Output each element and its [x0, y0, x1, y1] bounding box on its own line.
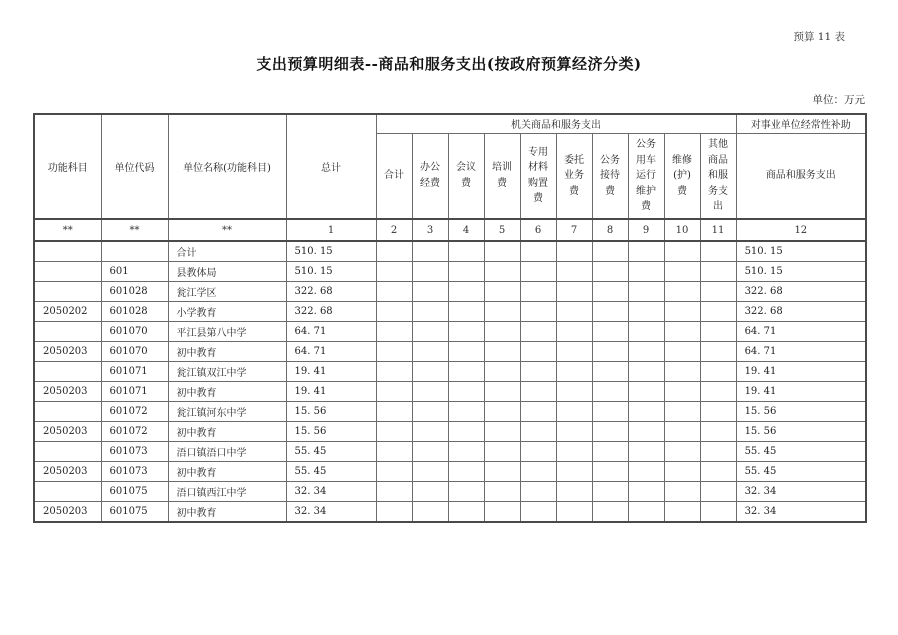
cell-col-2: 601075: [101, 502, 168, 523]
page-title: 支出预算明细表--商品和服务支出(按政府预算经济分类): [256, 55, 642, 73]
cell-col-6: [412, 462, 448, 482]
cell-col-1: 2050203: [34, 382, 101, 402]
cell-col-4: 322. 68: [286, 282, 376, 302]
cell-col-12: [628, 302, 664, 322]
cell-col-1: [34, 442, 101, 462]
cell-col-9: [520, 482, 556, 502]
cell-col-5: [376, 362, 412, 382]
cell-col-12: [628, 442, 664, 462]
cell-col-7: [448, 382, 484, 402]
cell-col-8: [484, 482, 520, 502]
table-row: [34, 302, 866, 322]
table-row: [34, 502, 866, 523]
cell-col-10: [556, 382, 592, 402]
column-index-cell-4: 1: [286, 219, 376, 241]
table-row: [34, 241, 866, 262]
cell-col-8: [484, 462, 520, 482]
col-header-function-subject: 功能科目: [34, 114, 101, 219]
cell-col-15: 64. 71: [736, 342, 866, 362]
cell-col-1: [34, 362, 101, 382]
cell-col-4: 322. 68: [286, 302, 376, 322]
unit-label: 单位：万元: [812, 94, 865, 106]
cell-col-13: [664, 422, 700, 442]
cell-col-11: [592, 241, 628, 262]
cell-col-8: [484, 241, 520, 262]
cell-col-9: [520, 302, 556, 322]
cell-col-13: [664, 442, 700, 462]
cell-col-4: 64. 71: [286, 342, 376, 362]
table-row: [34, 362, 866, 382]
table-row: [34, 282, 866, 302]
cell-col-11: [592, 342, 628, 362]
cell-col-3: 县教体局: [168, 262, 286, 282]
cell-col-11: [592, 302, 628, 322]
cell-col-12: [628, 322, 664, 342]
cell-col-3: 初中教育: [168, 382, 286, 402]
cell-col-2: 601072: [101, 422, 168, 442]
subcol-header-4: 培训费: [484, 133, 520, 219]
cell-col-7: [448, 322, 484, 342]
cell-col-6: [412, 422, 448, 442]
cell-col-6: [412, 442, 448, 462]
cell-col-1: 2050203: [34, 422, 101, 442]
cell-col-6: [412, 382, 448, 402]
cell-col-13: [664, 302, 700, 322]
cell-col-13: [664, 342, 700, 362]
cell-col-2: 601073: [101, 462, 168, 482]
cell-col-7: [448, 342, 484, 362]
cell-col-7: [448, 402, 484, 422]
cell-col-15: 19. 41: [736, 362, 866, 382]
cell-col-6: [412, 262, 448, 282]
subcol-header-2: 办公经费: [412, 133, 448, 219]
cell-col-6: [412, 362, 448, 382]
cell-col-15: 19. 41: [736, 382, 866, 402]
cell-col-4: 510. 15: [286, 241, 376, 262]
cell-col-10: [556, 302, 592, 322]
cell-col-11: [592, 422, 628, 442]
cell-col-5: [376, 442, 412, 462]
cell-col-6: [412, 322, 448, 342]
cell-col-14: [700, 362, 736, 382]
cell-col-6: [412, 402, 448, 422]
cell-col-6: [412, 282, 448, 302]
cell-col-2: 601070: [101, 342, 168, 362]
cell-col-1: 2050203: [34, 462, 101, 482]
cell-col-5: [376, 241, 412, 262]
cell-col-15: 510. 15: [736, 262, 866, 282]
cell-col-11: [592, 502, 628, 523]
cell-col-13: [664, 282, 700, 302]
cell-col-2: 601028: [101, 282, 168, 302]
cell-col-5: [376, 502, 412, 523]
cell-col-9: [520, 402, 556, 422]
cell-col-12: [628, 462, 664, 482]
cell-col-12: [628, 282, 664, 302]
cell-col-12: [628, 382, 664, 402]
cell-col-13: [664, 322, 700, 342]
cell-col-14: [700, 322, 736, 342]
table-row: [34, 342, 866, 362]
column-index-cell-3: **: [168, 219, 286, 241]
table-row: [34, 402, 866, 422]
cell-col-8: [484, 502, 520, 523]
cell-col-15: 322. 68: [736, 282, 866, 302]
subcol-header-1: 合计: [376, 133, 412, 219]
column-index-cell-1: **: [34, 219, 101, 241]
cell-col-13: [664, 402, 700, 422]
cell-col-8: [484, 302, 520, 322]
cell-col-10: [556, 502, 592, 523]
cell-col-11: [592, 362, 628, 382]
cell-col-11: [592, 482, 628, 502]
cell-col-2: 601071: [101, 382, 168, 402]
cell-col-4: 15. 56: [286, 422, 376, 442]
cell-col-9: [520, 322, 556, 342]
cell-col-5: [376, 322, 412, 342]
cell-col-9: [520, 462, 556, 482]
col-header-grand-total: 总计: [286, 114, 376, 219]
cell-col-14: [700, 422, 736, 442]
cell-col-6: [412, 342, 448, 362]
cell-col-6: [412, 241, 448, 262]
cell-col-11: [592, 382, 628, 402]
cell-col-9: [520, 262, 556, 282]
cell-col-12: [628, 482, 664, 502]
cell-col-11: [592, 442, 628, 462]
cell-col-7: [448, 422, 484, 442]
subcol-header-3: 会议费: [448, 133, 484, 219]
cell-col-5: [376, 382, 412, 402]
cell-col-4: 15. 56: [286, 402, 376, 422]
cell-col-10: [556, 342, 592, 362]
cell-col-15: 32. 34: [736, 502, 866, 523]
table-row: [34, 382, 866, 402]
table-header: [34, 114, 866, 241]
cell-col-1: 2050203: [34, 342, 101, 362]
subcol-header-10: 其他商品和服务支出: [700, 133, 736, 219]
cell-col-12: [628, 262, 664, 282]
cell-col-5: [376, 462, 412, 482]
cell-col-4: 32. 34: [286, 502, 376, 523]
cell-col-5: [376, 262, 412, 282]
cell-col-1: [34, 262, 101, 282]
cell-col-14: [700, 241, 736, 262]
cell-col-10: [556, 322, 592, 342]
cell-col-7: [448, 241, 484, 262]
cell-col-3: 瓮江镇双江中学: [168, 362, 286, 382]
cell-col-1: [34, 482, 101, 502]
cell-col-10: [556, 282, 592, 302]
col-header-unit-name: 单位名称(功能科目): [168, 114, 286, 219]
cell-col-5: [376, 482, 412, 502]
subcol-header-9: 维修(护)费: [664, 133, 700, 219]
cell-col-9: [520, 241, 556, 262]
cell-col-14: [700, 382, 736, 402]
cell-col-6: [412, 502, 448, 523]
cell-col-10: [556, 422, 592, 442]
cell-col-3: 浯口镇浯口中学: [168, 442, 286, 462]
column-index-cell-5: 2: [376, 219, 412, 241]
cell-col-15: 510. 15: [736, 241, 866, 262]
cell-col-9: [520, 382, 556, 402]
cell-col-14: [700, 282, 736, 302]
cell-col-8: [484, 342, 520, 362]
cell-col-7: [448, 262, 484, 282]
cell-col-14: [700, 482, 736, 502]
group-header-institution-subsidy: 对事业单位经常性补助: [736, 114, 866, 133]
cell-col-9: [520, 502, 556, 523]
cell-col-7: [448, 302, 484, 322]
cell-col-15: 64. 71: [736, 322, 866, 342]
header-group-row: [34, 114, 866, 133]
subcol-header-subsidy-goods-services: 商品和服务支出: [736, 133, 866, 219]
cell-col-10: [556, 262, 592, 282]
cell-col-11: [592, 262, 628, 282]
cell-col-8: [484, 422, 520, 442]
cell-col-7: [448, 442, 484, 462]
cell-col-3: 合计: [168, 241, 286, 262]
cell-col-4: 19. 41: [286, 362, 376, 382]
cell-col-13: [664, 482, 700, 502]
subcol-header-6: 委托业务费: [556, 133, 592, 219]
column-index-cell-6: 3: [412, 219, 448, 241]
cell-col-14: [700, 262, 736, 282]
cell-col-15: 55. 45: [736, 442, 866, 462]
table-row: [34, 322, 866, 342]
cell-col-5: [376, 422, 412, 442]
cell-col-4: 32. 34: [286, 482, 376, 502]
table-row: [34, 422, 866, 442]
table-row: [34, 482, 866, 502]
cell-col-6: [412, 302, 448, 322]
subcol-header-8: 公务用车运行维护费: [628, 133, 664, 219]
column-index-cell-15: 12: [736, 219, 866, 241]
cell-col-13: [664, 502, 700, 523]
cell-col-3: 初中教育: [168, 502, 286, 523]
column-index-cell-14: 11: [700, 219, 736, 241]
cell-col-12: [628, 241, 664, 262]
cell-col-2: 601071: [101, 362, 168, 382]
cell-col-6: [412, 482, 448, 502]
cell-col-15: 15. 56: [736, 422, 866, 442]
cell-col-4: 55. 45: [286, 462, 376, 482]
cell-col-3: 浯口镇西江中学: [168, 482, 286, 502]
cell-col-11: [592, 282, 628, 302]
cell-col-14: [700, 502, 736, 523]
cell-col-11: [592, 402, 628, 422]
cell-col-2: 601075: [101, 482, 168, 502]
cell-col-13: [664, 262, 700, 282]
subcol-header-7: 公务接待费: [592, 133, 628, 219]
cell-col-8: [484, 382, 520, 402]
cell-col-13: [664, 462, 700, 482]
table-row: [34, 262, 866, 282]
cell-col-13: [664, 241, 700, 262]
cell-col-1: 2050203: [34, 502, 101, 523]
column-index-cell-9: 6: [520, 219, 556, 241]
cell-col-1: [34, 322, 101, 342]
cell-col-7: [448, 282, 484, 302]
cell-col-10: [556, 241, 592, 262]
cell-col-15: 32. 34: [736, 482, 866, 502]
cell-col-5: [376, 342, 412, 362]
cell-col-13: [664, 362, 700, 382]
cell-col-8: [484, 402, 520, 422]
cell-col-1: 2050202: [34, 302, 101, 322]
cell-col-1: [34, 402, 101, 422]
cell-col-5: [376, 282, 412, 302]
cell-col-10: [556, 402, 592, 422]
table-number-label: 预算 11 表: [793, 31, 845, 43]
cell-col-1: [34, 282, 101, 302]
cell-col-10: [556, 442, 592, 462]
cell-col-10: [556, 462, 592, 482]
cell-col-14: [700, 302, 736, 322]
cell-col-13: [664, 382, 700, 402]
cell-col-15: 322. 68: [736, 302, 866, 322]
cell-col-4: 64. 71: [286, 322, 376, 342]
column-index-cell-7: 4: [448, 219, 484, 241]
cell-col-11: [592, 462, 628, 482]
cell-col-8: [484, 442, 520, 462]
cell-col-3: 初中教育: [168, 422, 286, 442]
cell-col-8: [484, 362, 520, 382]
cell-col-8: [484, 282, 520, 302]
cell-col-2: 601070: [101, 322, 168, 342]
cell-col-14: [700, 442, 736, 462]
subcol-header-5: 专用材料购置费: [520, 133, 556, 219]
col-header-unit-code: 单位代码: [101, 114, 168, 219]
cell-col-4: 510. 15: [286, 262, 376, 282]
table-row: [34, 462, 866, 482]
cell-col-10: [556, 482, 592, 502]
cell-col-12: [628, 422, 664, 442]
group-header-agency-goods-services: 机关商品和服务支出: [376, 114, 736, 133]
table-body: [34, 241, 866, 522]
cell-col-3: 瓮江学区: [168, 282, 286, 302]
cell-col-2: 601028: [101, 302, 168, 322]
cell-col-3: 平江县第八中学: [168, 322, 286, 342]
cell-col-14: [700, 342, 736, 362]
cell-col-15: 55. 45: [736, 462, 866, 482]
cell-col-14: [700, 462, 736, 482]
cell-col-8: [484, 262, 520, 282]
column-index-cell-12: 9: [628, 219, 664, 241]
cell-col-1: [34, 241, 101, 262]
cell-col-9: [520, 442, 556, 462]
cell-col-9: [520, 362, 556, 382]
cell-col-9: [520, 282, 556, 302]
cell-col-4: 19. 41: [286, 382, 376, 402]
cell-col-2: 601: [101, 262, 168, 282]
cell-col-12: [628, 342, 664, 362]
cell-col-5: [376, 302, 412, 322]
cell-col-8: [484, 322, 520, 342]
cell-col-3: 小学教育: [168, 302, 286, 322]
cell-col-7: [448, 362, 484, 382]
cell-col-12: [628, 362, 664, 382]
cell-col-4: 55. 45: [286, 442, 376, 462]
cell-col-7: [448, 502, 484, 523]
cell-col-11: [592, 322, 628, 342]
cell-col-2: 601072: [101, 402, 168, 422]
cell-col-9: [520, 422, 556, 442]
expenditure-budget-table: [33, 113, 867, 523]
column-index-cell-13: 10: [664, 219, 700, 241]
cell-col-14: [700, 402, 736, 422]
cell-col-3: 初中教育: [168, 462, 286, 482]
cell-col-3: 瓮江镇河东中学: [168, 402, 286, 422]
cell-col-7: [448, 462, 484, 482]
column-index-cell-8: 5: [484, 219, 520, 241]
cell-col-2: 601073: [101, 442, 168, 462]
cell-col-9: [520, 342, 556, 362]
header-index-row: [34, 219, 866, 241]
cell-col-15: 15. 56: [736, 402, 866, 422]
cell-col-10: [556, 362, 592, 382]
cell-col-12: [628, 502, 664, 523]
cell-col-2: [101, 241, 168, 262]
cell-col-3: 初中教育: [168, 342, 286, 362]
column-index-cell-11: 8: [592, 219, 628, 241]
column-index-cell-2: **: [101, 219, 168, 241]
cell-col-7: [448, 482, 484, 502]
cell-col-12: [628, 402, 664, 422]
table-row: [34, 442, 866, 462]
column-index-cell-10: 7: [556, 219, 592, 241]
cell-col-5: [376, 402, 412, 422]
